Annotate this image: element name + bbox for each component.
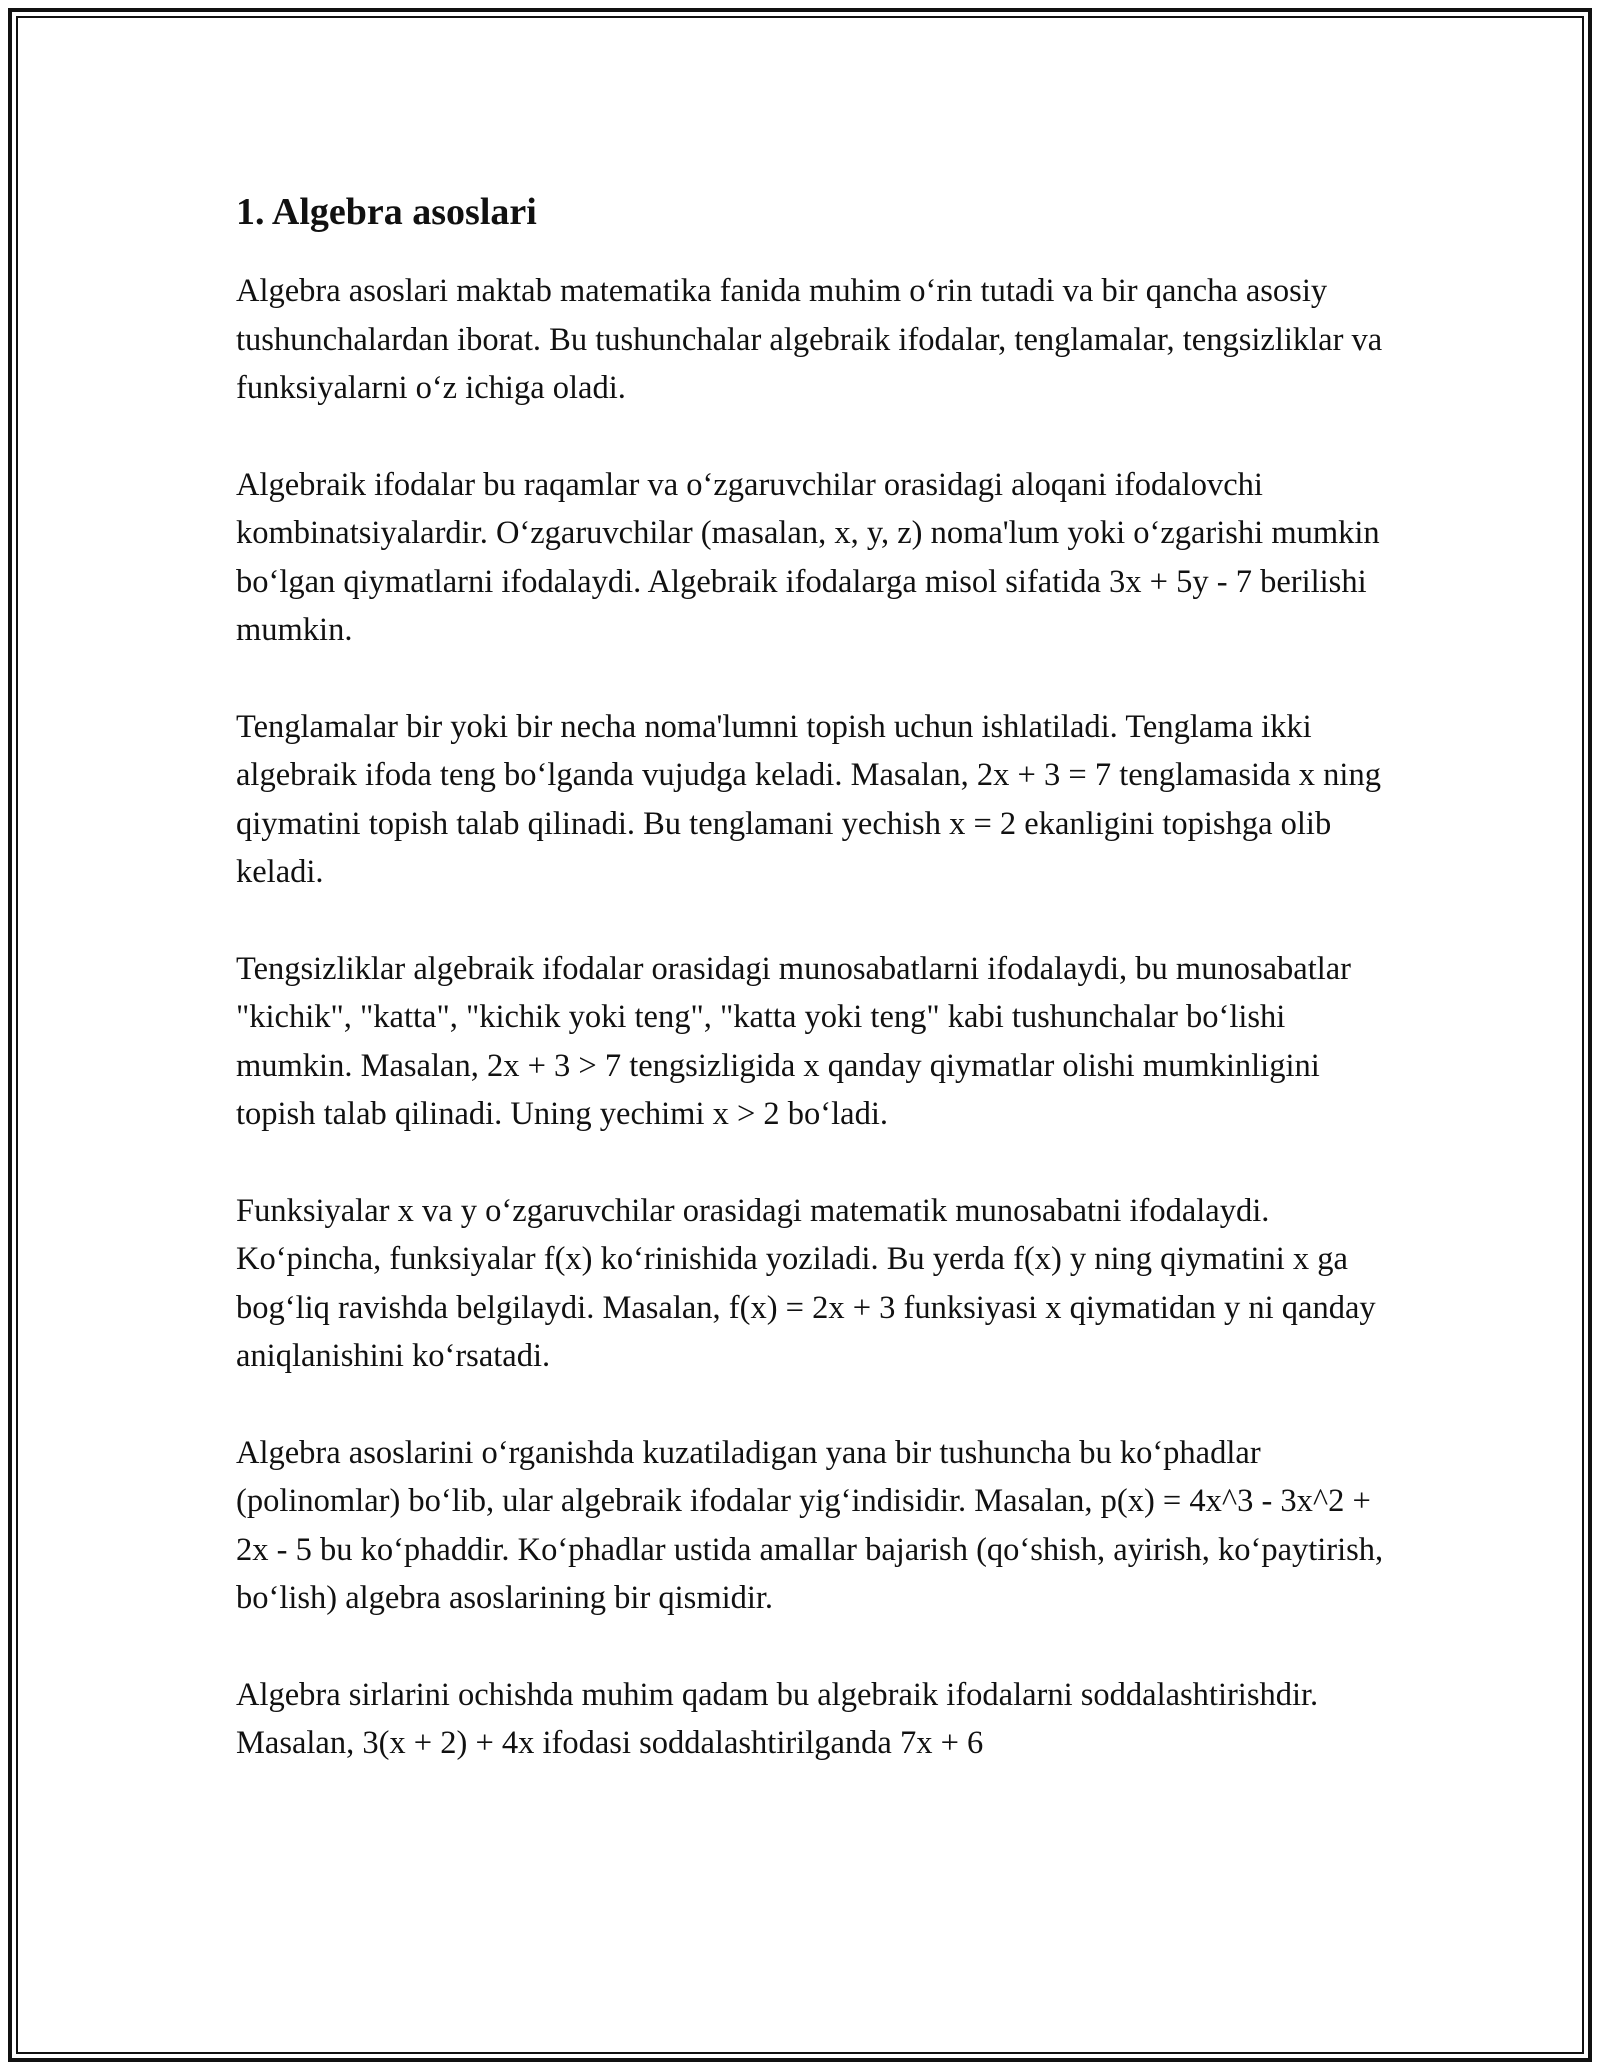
document-body	[236, 186, 1384, 1816]
paragraph-intro: Algebra asoslari maktab matematika fanida muhim o‘rin tutadi va bir qancha asosiy tushunchalardan iborat. Bu tushunchalar algebraik ifodalar, tenglamalar, tengsizliklar va funksiyalarni o‘z ichiga oladi.	[236, 273, 1383, 406]
paragraph-polynomials: Algebra asoslarini o‘rganishda kuzatiladigan yana bir tushuncha bu ko‘phadlar (polinomlar) bo‘lib, ular algebraik ifodalar yig‘indisidir. Masalan, p(x) = 4x^3 - 3x^2 + 2x - 5 bu ko‘phaddir. Ko‘phadlar ustida amallar bajarish (qo‘shish, ayirish, ko‘paytirish, bo‘lish) algebra asoslarining bir qismidir.	[236, 1434, 1384, 1616]
paragraph-equations: Tenglamalar bir yoki bir necha noma'lumni topish uchun ishlatiladi. Tenglama ikki algebraik ifoda teng bo‘lganda vujudga keladi. Masalan, 2x + 3 = 7 tenglamasida x ning qiymatini topish talab qilinadi. Bu tenglamani yechish x = 2 ekanligini topishga olib keladi.	[236, 708, 1381, 890]
paragraph-simplification: Algebra sirlarini ochishda muhim qadam bu algebraik ifodalarni soddalashtirishdir. Masalan, 3(x + 2) + 4x ifodasi soddalashtirilganda 7x + 6	[236, 1676, 1319, 1761]
paragraph-inequalities: Tengsizliklar algebraik ifodalar orasidagi munosabatlarni ifodalaydi, bu munosabatlar "kichik", "katta", "kichik yoki teng", "katta yoki teng" kabi tushunchalar bo‘lishi mumkin. Masalan, 2x + 3 > 7 tengsizligida x qanday qiymatlar olishi mumkinligini topish talab qilinadi. Uning yechimi x > 2 bo‘ladi.	[236, 950, 1351, 1132]
paragraph-functions: Funksiyalar x va y o‘zgaruvchilar orasidagi matematik munosabatni ifodalaydi. Ko‘pincha, funksiyalar f(x) ko‘rinishida yoziladi. Bu yerda f(x) y ning qiymatini x ga bog‘liq ravishda belgilaydi. Masalan, f(x) = 2x + 3 funksiyasi x qiymatidan y ni qanday aniqlanishini ko‘rsatadi.	[236, 1192, 1376, 1374]
paragraph-algebraic-expressions: Algebraik ifodalar bu raqamlar va o‘zgaruvchilar orasidagi aloqani ifodalovchi kombinatsiyalardir. O‘zgaruvchilar (masalan, x, y, z) noma'lum yoki o‘zgarishi mumkin bo‘lgan qiymatlarni ifodalaydi. Algebraik ifodalarga misol sifatida 3x + 5y - 7 berilishi mumkin.	[236, 466, 1380, 648]
section-heading: 1. Algebra asoslari	[236, 191, 537, 233]
